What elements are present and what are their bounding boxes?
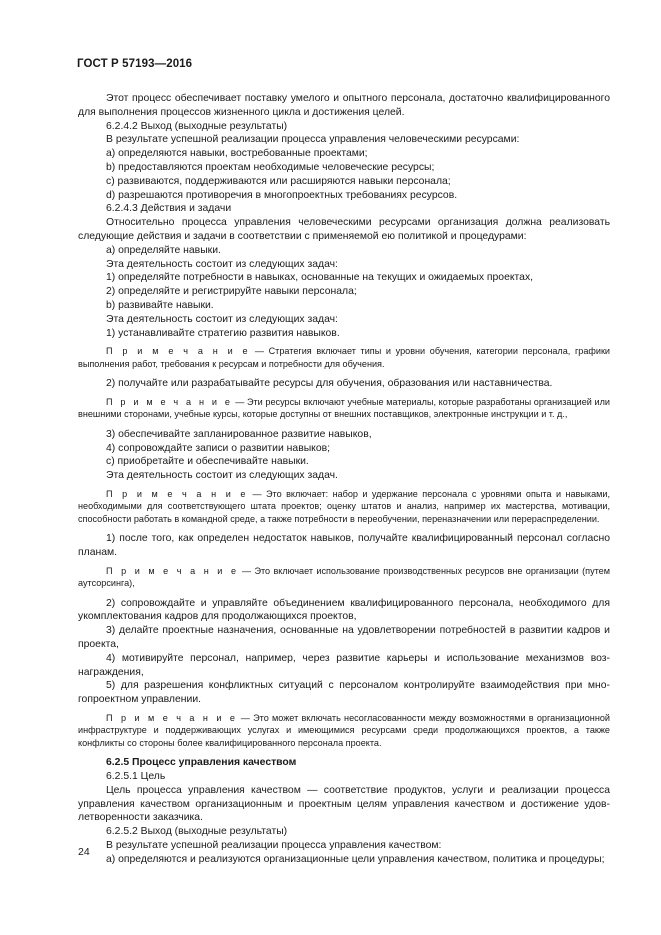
list-item: 1) определяйте потребности в навыках, основанные на текущих и ожидаемых проектах, <box>106 272 534 284</box>
paragraph: Этот процесс обеспечивает поставку умелого и опытного персонала, достаточно квалифицированного для выполнения процессов жизненного цикла и достижения целей. <box>78 93 610 118</box>
list-item: 1) после того, как определен недостаток навыков, получайте квалифицированный персонал согласно планам. <box>78 533 610 558</box>
note-label: П р и м е ч а н и е <box>106 346 251 357</box>
note-text: — Эти ресурсы включают учебные материалы, которые разработаны организацией или внешними сторонами, учебные курсы, которые доступны от внешних поставщиков, электронные инструкции и т. д., <box>78 396 610 420</box>
standard-header: ГОСТ Р 57193—2016 <box>77 58 193 70</box>
page-content <box>78 92 610 867</box>
list-item: c) приобретайте и обеспечивайте навыки. <box>106 456 309 468</box>
list-item: а) определяйте навыки. <box>106 244 221 256</box>
list-item: b) предоставляются проектам необходимые человеческие ресурсы; <box>106 161 435 173</box>
note-label: П р и м е ч а н и е <box>106 565 239 576</box>
list-item: c) развиваются, поддерживаются или расширяются навыки персонала; <box>106 175 451 187</box>
note <box>78 396 610 421</box>
list-item: 3) делайте проектные назначения, основанные на удовлетворении потребностей в развитии кадров и проекта, <box>78 625 610 650</box>
note <box>78 565 610 590</box>
note-label: П р и м е ч а н и е <box>106 396 233 407</box>
list-item: 2) получайте или разрабатывайте ресурсы для обучения, образования или наставничества. <box>106 378 553 390</box>
list-item: 1) устанавливайте стратегию развития навыков. <box>106 327 340 339</box>
paragraph: Цель процесса управления качеством — соответствие продуктов, услуги и реализации процесса управления качеством организационным и проектным целям управления качеством и достижение удовлетворенности заказчика. <box>78 784 610 824</box>
paragraph: Эта деятельность состоит из следующих задач. <box>106 470 338 482</box>
list-item: d) разрешаются противоречия в многопроектных требованиях ресурсов. <box>106 189 458 201</box>
clause-heading: 6.2.4.2 Выход (выходные результаты) <box>106 120 288 132</box>
list-item: 3) обеспечивайте запланированное развитие навыков, <box>106 428 372 440</box>
note-text: — Это включает использование производственных ресурсов вне организации (путем аутсорсинга), <box>78 565 610 589</box>
section-heading: 6.2.5 Процесс управления качеством <box>106 757 297 769</box>
list-item: b) развивайте навыки. <box>106 299 214 311</box>
list-item: 5) для разрешения конфликтных ситуаций с персоналом контролируйте взаимодействия при многопроектном управлении. <box>78 680 610 706</box>
list-item: а) определяются навыки, востребованные проектами; <box>106 148 368 160</box>
note <box>78 345 610 370</box>
paragraph: В результате успешной реализации процесса управления человеческими ресурсами: <box>106 134 520 146</box>
list-item: 4) мотивируйте персонал, например, через развитие карьеры и использование механизмов вознаграждения, <box>78 652 610 678</box>
list-item: 2) определяйте и регистрируйте навыки персонала; <box>106 286 357 298</box>
clause-heading: 6.2.5.2 Выход (выходные результаты) <box>106 826 288 838</box>
note <box>78 488 610 525</box>
list-item: 4) сопровождайте записи о развитии навыков; <box>106 442 331 454</box>
paragraph: Эта деятельность состоит из следующих задач: <box>106 313 338 325</box>
note-label: П р и м е ч а н и е <box>106 712 238 723</box>
note-text: — Это может включать несогласованности между возможностями в организационной инфраструктуре и поддерживающих услугах и имеющимися ресурсами среди продолжающихся проектов, а также конфликты со стороны более квалифицированного персонала проекта. <box>78 712 610 748</box>
note <box>78 712 610 749</box>
paragraph: В результате успешной реализации процесса управления качеством: <box>106 839 442 851</box>
note-text: — Стратегия включает типы и уровни обучения, категории персонала, графики выполнения работ, требования к ресурсам и потребности для обучения. <box>78 346 611 369</box>
list-item: а) определяются и реализуются организационные цели управления качеством, политика и процедуры; <box>106 853 605 865</box>
list-item: 2) сопровождайте и управляйте объединением квалифицированного персонала, необходимого для укомплектования кадров для продолжающихся проектов, <box>78 597 610 623</box>
clause-heading: 6.2.5.1 Цель <box>106 770 166 782</box>
page-number: 24 <box>78 846 90 858</box>
paragraph: Эта деятельность состоит из следующих задач: <box>106 258 338 270</box>
note-text: — Это включает: набор и удержание персонала с уровнями опыта и навыками, необходимыми для соответствующего штата проектов; оценку штатов и анализ, например их мастерства, мотивации, способности работать в командной среде, а также потребности в переобучении, переназначении или перераспределении. <box>78 488 610 524</box>
clause-heading: 6.2.4.3 Действия и задачи <box>106 203 232 215</box>
note-label: П р и м е ч а н и е <box>106 488 249 499</box>
paragraph: Относительно процесса управления человеческими ресурсами организация должна реализовать следующие действия и задачи в соответствии с применяемой ею политикой и процедурами: <box>78 217 610 242</box>
